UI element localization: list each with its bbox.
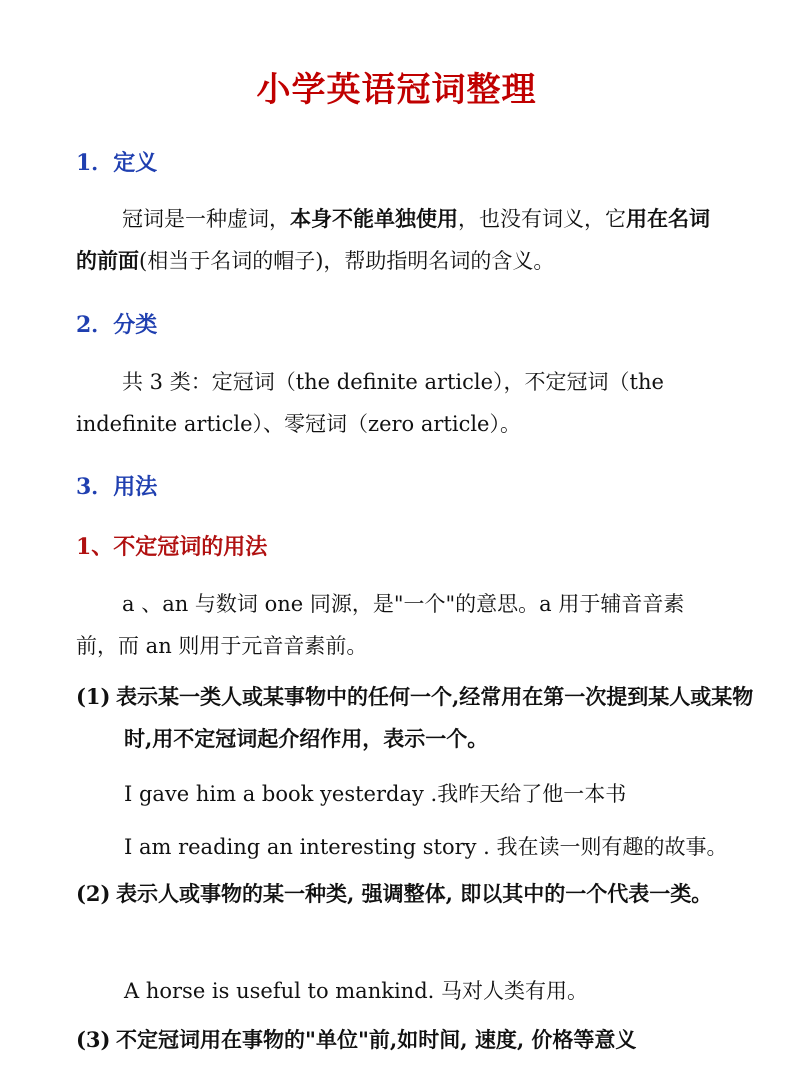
usage-item-2	[76, 873, 770, 915]
classification-paragraph: 共 3 类：定冠词（the definite article），不定冠词（the indefinite article）、零冠词（zero article）。	[76, 370, 664, 436]
usage-item-number: (3)	[76, 1027, 111, 1052]
definition-emphasis-2: 用在名词的前面	[76, 206, 710, 273]
usage-item-text: 不定冠词用在事物的"单位"前,如时间, 速度, 价格等意义	[116, 1027, 637, 1052]
example-sentence: A horse is useful to mankind. 马对人类有用。	[124, 979, 588, 1003]
definition-text-a: 冠词是一种虚词，	[122, 207, 290, 231]
section-heading-classification: 2．分类	[76, 312, 158, 338]
usage-item-number: (1)	[76, 684, 111, 709]
definition-emphasis-1: 本身不能单独使用	[290, 206, 458, 231]
document-title: 小学英语冠词整理	[256, 70, 537, 110]
section-heading-definition: 1．定义	[76, 150, 158, 176]
section-heading-usage: 3．用法	[76, 474, 158, 500]
example-sentence: I gave him a book yesterday .我昨天给了他一本书	[124, 782, 627, 806]
subheading-indefinite-article: 1、不定冠词的用法	[76, 534, 268, 560]
usage-item-text: 表示某一类人或某事物中的任何一个,经常用在第一次提到某人或某物时,用不定冠词起介绍作用，表示一个。	[116, 684, 754, 751]
usage-item-number: (2)	[76, 881, 111, 906]
usage-item-1	[76, 676, 770, 760]
definition-paragraph	[76, 198, 722, 282]
usage-item-text: 表示人或事物的某一种类, 强调整体, 即以其中的一个代表一类。	[116, 881, 713, 906]
usage-item-3	[76, 1019, 770, 1061]
indefinite-intro-paragraph: a 、an 与数词 one 同源，是"一个"的意思。a 用于辅音音素前，而 an 则用于元音音素前。	[76, 592, 685, 658]
definition-text-c: ，也没有词义，它	[458, 207, 626, 231]
example-sentence: I am reading an interesting story . 我在读一则有趣的故事。	[124, 835, 728, 859]
definition-text-e: (相当于名词的帽子)，帮助指明名词的含义。	[139, 249, 555, 273]
